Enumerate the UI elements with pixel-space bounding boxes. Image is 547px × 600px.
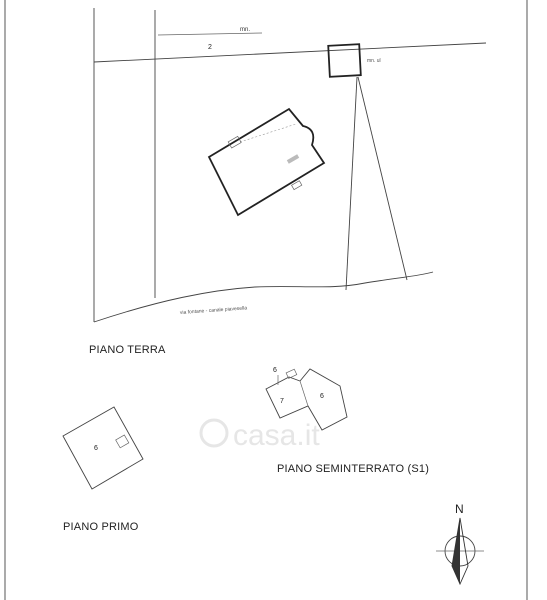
boundary-top <box>94 43 486 62</box>
scale-bar <box>158 33 262 35</box>
label-piano-terra: PIANO TERRA <box>89 344 166 356</box>
basement-room-b: 7 <box>280 398 284 405</box>
basement-room-c: 6 <box>320 393 324 400</box>
first-floor-outline <box>63 407 143 489</box>
site-plan <box>94 8 486 322</box>
first-floor-stair-icon <box>116 435 129 448</box>
page-frame <box>5 0 527 600</box>
road-line <box>94 272 433 322</box>
basement-room-a: 6 <box>273 367 277 374</box>
distance-label: 2 <box>208 44 212 51</box>
road-label: via fontane - canale piavesella <box>179 305 248 316</box>
label-piano-seminterrato: PIANO SEMINTERRATO (S1) <box>277 463 430 475</box>
watermark <box>201 419 320 452</box>
basement-stair-icon <box>286 369 297 378</box>
label-piano-primo: PIANO PRIMO <box>63 521 139 533</box>
scale-label: mn. <box>240 27 251 33</box>
corner-label: mn. ul <box>367 58 381 64</box>
north-arrow-icon <box>436 502 484 584</box>
main-building <box>209 109 324 215</box>
compass-north-label: N <box>455 502 464 516</box>
first-floor-plan <box>63 407 143 489</box>
boundary-diagonal-1 <box>346 77 357 290</box>
first-floor-room: 6 <box>94 445 98 452</box>
watermark-text: casa.it <box>233 419 320 452</box>
boundary-diagonal-2 <box>358 77 407 280</box>
